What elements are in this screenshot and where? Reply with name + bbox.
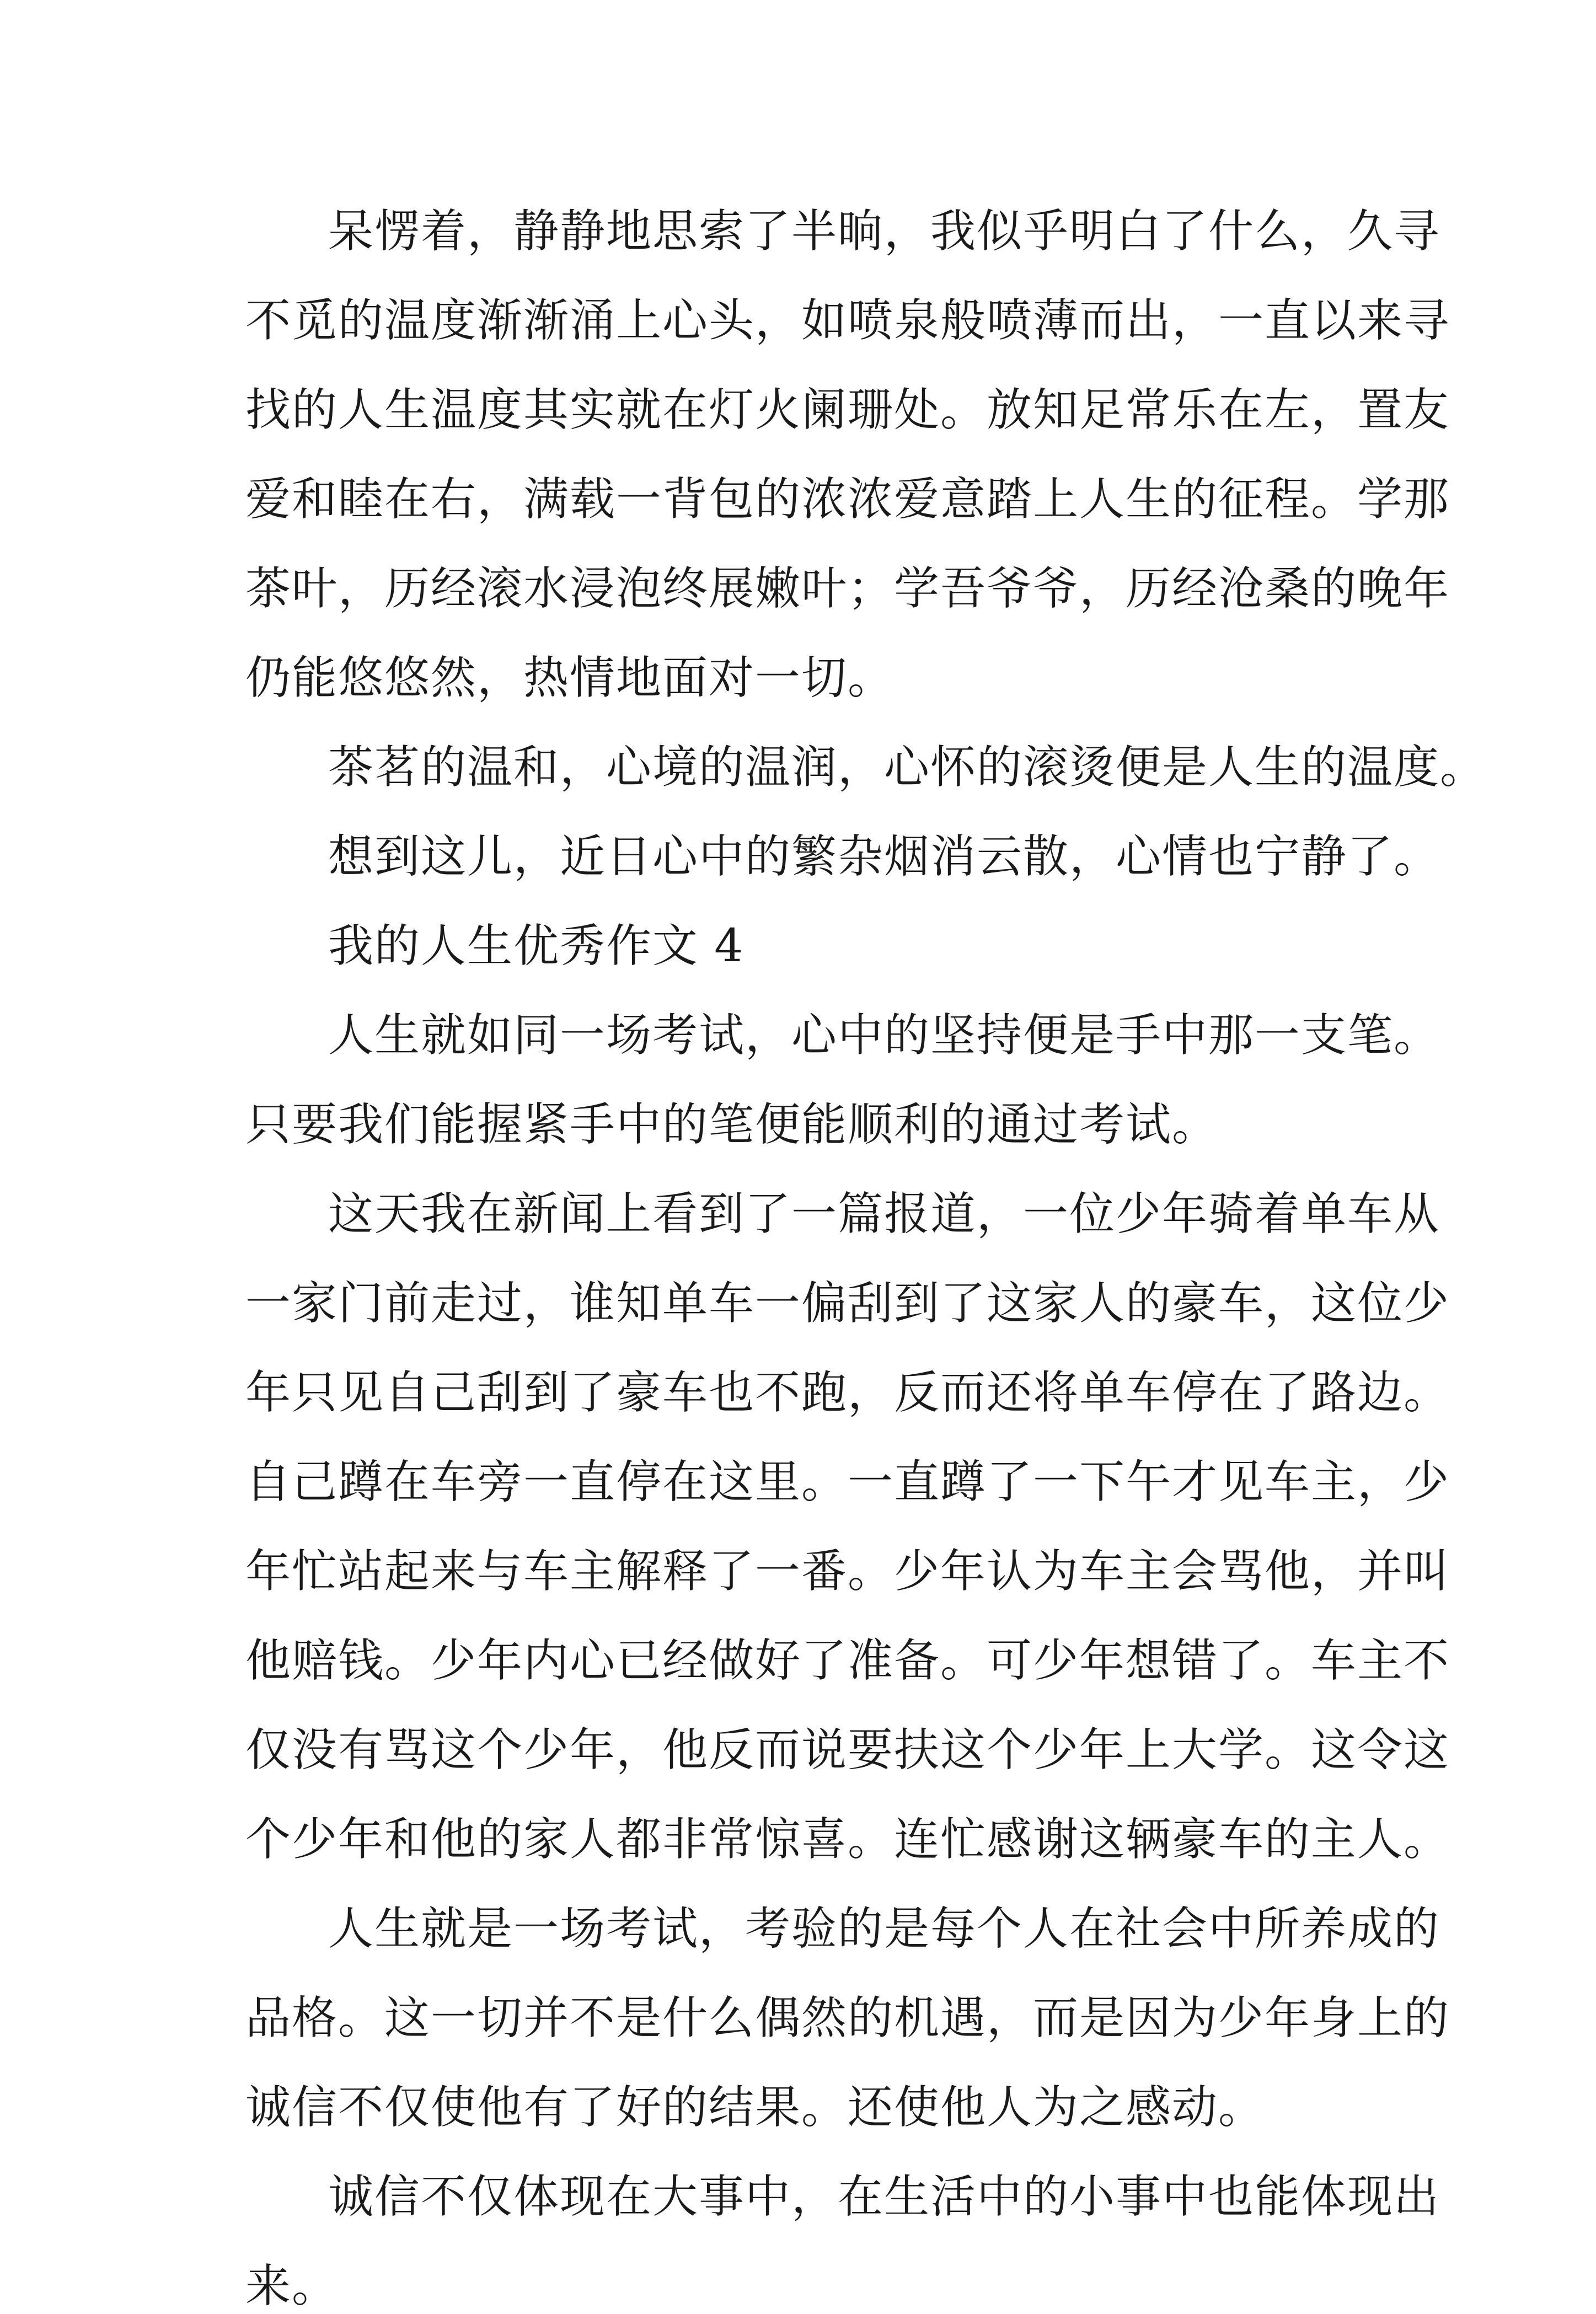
- text-line: 品格。这一切并不是什么偶然的机遇，而是因为少年身上的: [245, 1992, 1450, 2044]
- text-line: 年只见自己刮到了豪车也不跑，反而还将单车停在了路边。: [245, 1367, 1450, 1419]
- text-line: 仅没有骂这个少年，他反而说要扶这个少年上大学。这令这: [245, 1724, 1450, 1776]
- text-line: 自己蹲在车旁一直停在这里。一直蹲了一下午才见车主，少: [245, 1456, 1450, 1508]
- text-line: 人生就如同一场考试，心中的坚持便是手中那一支笔。: [328, 1009, 1440, 1062]
- text-line: 他赔钱。少年内心已经做好了准备。可少年想错了。车主不: [245, 1635, 1450, 1687]
- text-line: 找的人生温度其实就在灯火阑珊处。放知足常乐在左，置友: [245, 384, 1450, 436]
- text-line: 个少年和他的家人都非常惊喜。连忙感谢这辆豪车的主人。: [245, 1813, 1450, 1866]
- text-line: 来。: [245, 2260, 339, 2312]
- section-heading: 我的人生优秀作文 4: [328, 920, 745, 972]
- text-line: 人生就是一场考试，考验的是每个人在社会中所养成的: [328, 1903, 1440, 1955]
- text-line: 仍能悠悠然，热情地面对一切。: [245, 652, 895, 704]
- text-line: 年忙站起来与车主解释了一番。少年认为车主会骂他，并叫: [245, 1545, 1450, 1598]
- text-line: 诚信不仅体现在大事中，在生活中的小事中也能体现出: [328, 2171, 1440, 2223]
- text-line: 这天我在新闻上看到了一篇报道，一位少年骑着单车从: [328, 1188, 1440, 1240]
- text-line: 茶叶，历经滚水浸泡终展嫩叶；学吾爷爷，历经沧桑的晚年: [245, 563, 1450, 615]
- text-line: 爱和睦在右，满载一背包的浓浓爱意踏上人生的征程。学那: [245, 473, 1450, 526]
- text-line: 诚信不仅使他有了好的结果。还使他人为之感动。: [245, 2081, 1265, 2134]
- text-line: 想到这儿，近日心中的繁杂烟消云散，心情也宁静了。: [328, 831, 1440, 883]
- text-line: 一家门前走过，谁知单车一偏刮到了这家人的豪车，这位少: [245, 1277, 1450, 1330]
- text-line: 不觅的温度渐渐涌上心头，如喷泉般喷薄而出，一直以来寻: [245, 294, 1450, 347]
- text-line: 只要我们能握紧手中的笔便能顺利的通过考试。: [245, 1099, 1219, 1151]
- text-line: 茶茗的温和，心境的温润，心怀的滚烫便是人生的温度。: [328, 741, 1487, 794]
- text-line: 呆愣着，静静地思索了半晌，我似乎明白了什么，久寻: [328, 205, 1440, 258]
